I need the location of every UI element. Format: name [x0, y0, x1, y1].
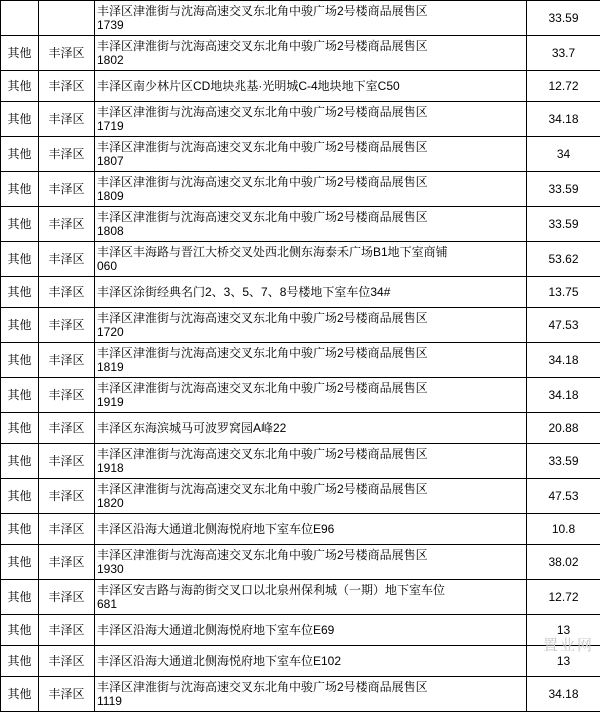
cell-area: 12.72 — [527, 580, 600, 615]
address-line-2: 1808 — [97, 224, 524, 238]
cell-area: 33.59 — [527, 207, 600, 242]
cell-area: 34.18 — [527, 378, 600, 413]
address-line-2: 1820 — [97, 496, 524, 510]
cell-area: 34.18 — [527, 343, 600, 378]
cell-type: 其他 — [1, 615, 39, 646]
address-line-2: 1930 — [97, 562, 524, 576]
table-row[interactable] — [1, 545, 600, 580]
cell-area: 33.7 — [527, 36, 600, 71]
cell-type: 其他 — [1, 343, 39, 378]
address-line-2: 1919 — [97, 395, 524, 409]
address-line-2: 1719 — [97, 119, 524, 133]
table-row[interactable] — [1, 277, 600, 308]
table-row[interactable] — [1, 444, 600, 479]
cell-type: 其他 — [1, 646, 39, 677]
cell-area: 12.72 — [527, 71, 600, 102]
cell-area: 34.18 — [527, 677, 600, 712]
address-line-1: 丰泽区津淮街与沈海高速交叉东北角中骏广场2号楼商品展售区 — [97, 346, 524, 360]
address-line-2: 1807 — [97, 154, 524, 168]
cell-type: 其他 — [1, 71, 39, 102]
cell-area: 13 — [527, 615, 600, 646]
cell-address — [95, 444, 527, 479]
cell-district: 丰泽区 — [39, 646, 95, 677]
table-row[interactable] — [1, 71, 600, 102]
cell-area: 47.53 — [527, 308, 600, 343]
table-row[interactable] — [1, 137, 600, 172]
table-row[interactable] — [1, 36, 600, 71]
cell-address — [95, 479, 527, 514]
cell-address — [95, 343, 527, 378]
cell-district: 丰泽区 — [39, 242, 95, 277]
cell-district: 丰泽区 — [39, 514, 95, 545]
table-row[interactable] — [1, 343, 600, 378]
cell-address — [95, 172, 527, 207]
cell-type: 其他 — [1, 308, 39, 343]
address-line-1: 丰泽区津淮街与沈海高速交叉东北角中骏广场2号楼商品展售区 — [97, 447, 524, 461]
address-line-2: 1802 — [97, 53, 524, 67]
cell-type: 其他 — [1, 36, 39, 71]
cell-district: 丰泽区 — [39, 580, 95, 615]
address-line-1: 丰泽区涂街经典名门2、3、5、7、8号楼地下室车位34# — [97, 285, 524, 299]
cell-district: 丰泽区 — [39, 677, 95, 712]
cell-type: 其他 — [1, 378, 39, 413]
cell-address — [95, 413, 527, 444]
cell-area: 53.62 — [527, 242, 600, 277]
cell-type: 其他 — [1, 102, 39, 137]
address-line-1: 丰泽区津淮街与沈海高速交叉东北角中骏广场2号楼商品展售区 — [97, 140, 524, 154]
table-row[interactable] — [1, 677, 600, 712]
address-line-2: 681 — [97, 597, 524, 611]
cell-address — [95, 36, 527, 71]
cell-area: 34.18 — [527, 102, 600, 137]
cell-district: 丰泽区 — [39, 137, 95, 172]
cell-address — [95, 277, 527, 308]
table-row[interactable] — [1, 413, 600, 444]
address-line-1: 丰泽区津淮街与沈海高速交叉东北角中骏广场2号楼商品展售区 — [97, 548, 524, 562]
address-line-2: 1739 — [97, 18, 524, 32]
cell-district — [39, 1, 95, 36]
address-line-1: 丰泽区津淮街与沈海高速交叉东北角中骏广场2号楼商品展售区 — [97, 381, 524, 395]
address-line-1: 丰泽区南少林片区CD地块兆基·光明城C-4地块地下室C50 — [97, 79, 524, 93]
address-line-1: 丰泽区津淮街与沈海高速交叉东北角中骏广场2号楼商品展售区 — [97, 39, 524, 53]
cell-type: 其他 — [1, 545, 39, 580]
cell-area: 13.75 — [527, 277, 600, 308]
address-line-2: 1809 — [97, 189, 524, 203]
cell-area: 47.53 — [527, 479, 600, 514]
cell-district: 丰泽区 — [39, 343, 95, 378]
cell-address — [95, 514, 527, 545]
cell-address — [95, 646, 527, 677]
cell-address — [95, 137, 527, 172]
cell-area: 33.59 — [527, 1, 600, 36]
cell-district: 丰泽区 — [39, 615, 95, 646]
table-body — [1, 1, 600, 712]
cell-address — [95, 677, 527, 712]
table-row[interactable] — [1, 615, 600, 646]
cell-type: 其他 — [1, 207, 39, 242]
cell-district: 丰泽区 — [39, 172, 95, 207]
address-line-2: 1819 — [97, 360, 524, 374]
cell-area: 33.59 — [527, 172, 600, 207]
table-row[interactable] — [1, 646, 600, 677]
table-row[interactable] — [1, 207, 600, 242]
address-line-2: 060 — [97, 259, 524, 273]
cell-address — [95, 615, 527, 646]
cell-type: 其他 — [1, 413, 39, 444]
address-line-2: 1918 — [97, 461, 524, 475]
cell-address — [95, 102, 527, 137]
address-line-1: 丰泽区津淮街与沈海高速交叉东北角中骏广场2号楼商品展售区 — [97, 4, 524, 18]
cell-type: 其他 — [1, 514, 39, 545]
cell-area: 20.88 — [527, 413, 600, 444]
address-line-1: 丰泽区东海滨城马可波罗窝园A峰22 — [97, 421, 524, 435]
cell-district: 丰泽区 — [39, 545, 95, 580]
cell-area: 38.02 — [527, 545, 600, 580]
cell-type: 其他 — [1, 277, 39, 308]
cell-type: 其他 — [1, 137, 39, 172]
cell-district: 丰泽区 — [39, 444, 95, 479]
cell-address — [95, 308, 527, 343]
address-line-1: 丰泽区津淮街与沈海高速交叉东北角中骏广场2号楼商品展售区 — [97, 210, 524, 224]
table-row[interactable] — [1, 102, 600, 137]
cell-type: 其他 — [1, 444, 39, 479]
cell-area: 13 — [527, 646, 600, 677]
table-row[interactable] — [1, 1, 600, 36]
cell-type: 其他 — [1, 580, 39, 615]
cell-district: 丰泽区 — [39, 277, 95, 308]
table-row[interactable] — [1, 378, 600, 413]
cell-address — [95, 207, 527, 242]
address-line-2: 1720 — [97, 325, 524, 339]
address-line-1: 丰泽区津淮街与沈海高速交叉东北角中骏广场2号楼商品展售区 — [97, 105, 524, 119]
address-line-1: 丰泽区津淮街与沈海高速交叉东北角中骏广场2号楼商品展售区 — [97, 311, 524, 325]
table-row[interactable] — [1, 479, 600, 514]
address-line-1: 丰泽区安吉路与海韵街交叉口以北泉州保利城（一期）地下室车位 — [97, 583, 524, 597]
cell-district: 丰泽区 — [39, 36, 95, 71]
table-row[interactable] — [1, 172, 600, 207]
cell-type — [1, 1, 39, 36]
cell-address — [95, 378, 527, 413]
table-row[interactable] — [1, 514, 600, 545]
cell-address — [95, 242, 527, 277]
cell-area: 33.59 — [527, 444, 600, 479]
address-line-1: 丰泽区津淮街与沈海高速交叉东北角中骏广场2号楼商品展售区 — [97, 680, 524, 694]
address-line-1: 丰泽区沿海大通道北侧海悦府地下室车位E102 — [97, 654, 524, 668]
cell-area: 34 — [527, 137, 600, 172]
cell-district: 丰泽区 — [39, 71, 95, 102]
address-line-1: 丰泽区津淮街与沈海高速交叉东北角中骏广场2号楼商品展售区 — [97, 482, 524, 496]
table-row[interactable] — [1, 580, 600, 615]
table-row[interactable] — [1, 308, 600, 343]
address-line-2: 1119 — [97, 694, 524, 708]
watermark: 置业网 — [543, 634, 594, 655]
address-line-1: 丰泽区津淮街与沈海高速交叉东北角中骏广场2号楼商品展售区 — [97, 175, 524, 189]
cell-district: 丰泽区 — [39, 479, 95, 514]
cell-type: 其他 — [1, 172, 39, 207]
cell-address — [95, 1, 527, 36]
cell-address — [95, 545, 527, 580]
cell-address — [95, 71, 527, 102]
cell-district: 丰泽区 — [39, 413, 95, 444]
cell-type: 其他 — [1, 242, 39, 277]
cell-district: 丰泽区 — [39, 378, 95, 413]
cell-district: 丰泽区 — [39, 207, 95, 242]
cell-type: 其他 — [1, 479, 39, 514]
address-line-1: 丰泽区沿海大通道北侧海悦府地下室车位E69 — [97, 623, 524, 637]
table-row[interactable] — [1, 242, 600, 277]
cell-district: 丰泽区 — [39, 102, 95, 137]
address-line-1: 丰泽区沿海大通道北侧海悦府地下室车位E96 — [97, 522, 524, 536]
cell-district: 丰泽区 — [39, 308, 95, 343]
address-line-1: 丰泽区丰海路与晋江大桥交叉处西北侧东海泰禾广场B1地下室商铺 — [97, 245, 524, 259]
cell-address — [95, 580, 527, 615]
cell-type: 其他 — [1, 677, 39, 712]
cell-area: 10.8 — [527, 514, 600, 545]
